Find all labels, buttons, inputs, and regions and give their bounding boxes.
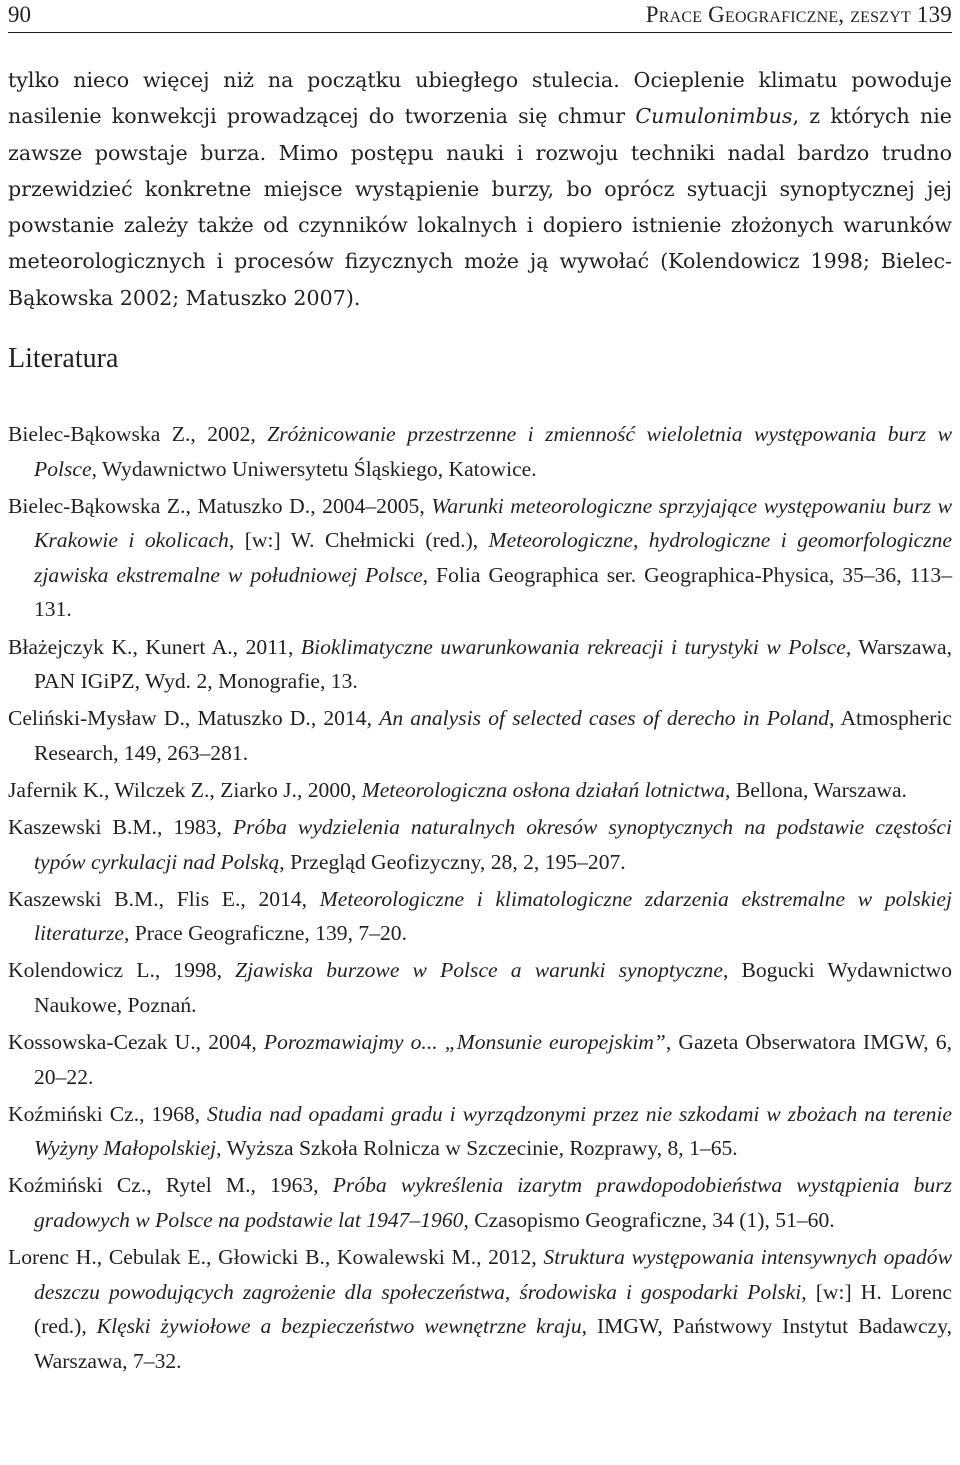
reference-details: , Wydawnictwo Uniwersytetu Śląskiego, Katowice.	[91, 456, 537, 481]
reference-title: Meteorologiczna osłona działań lotnictwa	[361, 777, 726, 802]
reference-authors: Kolendowicz L.	[8, 958, 155, 983]
reference-details: , Przegląd Geofizyczny, 28, 2, 195–207.	[279, 849, 626, 874]
reference-authors: Kossowska-Cezak U.	[8, 1030, 196, 1055]
page-number: 90	[8, 2, 31, 27]
body-paragraph	[8, 62, 952, 316]
reference-authors: Koźmiński Cz., Rytel M.	[8, 1173, 251, 1198]
reference-item	[8, 1025, 952, 1094]
reference-item	[8, 630, 952, 699]
reference-authors: Bielec-Bąkowska Z., Matuszko D.	[8, 493, 311, 518]
reference-title: Próba wydzielenia naturalnych okresów synoptycznych na podstawie częstości typów cyrkulacji nad Polską	[34, 815, 953, 874]
reference-details: , [w:] H. Lorenc (red.),	[34, 1279, 952, 1339]
reference-authors: Błażejczyk K., Kunert A.	[8, 634, 233, 659]
reference-details: Prace Geograficzne, 139, 7–20.	[129, 921, 407, 946]
reference-authors: Celiński-Mysław D., Matuszko D.	[8, 706, 311, 731]
reference-item	[8, 1168, 952, 1237]
reference-authors: Jafernik K., Wilczek Z., Ziarko J.	[8, 777, 297, 802]
reference-book-title: Meteorologiczne, hydrologiczne i geomorfologiczne zjawiska ekstremalne w południowej Polsce	[34, 528, 952, 587]
reference-authors: Kaszewski B.M.	[8, 815, 157, 840]
reference-publication: , Folia Geographica ser. Geographica-Physica, 35–36, 113–131.	[34, 562, 952, 622]
reference-title: Próba wykreślenia izarytm prawdopodobieństwa wystąpienia burz gradowych w Polsce na podstawie lat 1947–1960	[34, 1173, 953, 1233]
reference-item	[8, 953, 952, 1022]
reference-publication: , IMGW, Państwowy Instytut Badawczy, Warszawa, 7–32.	[34, 1314, 952, 1373]
cumulonimbus-term: Cumulonimbus	[635, 104, 793, 129]
reference-title: Bioklimatyczne uwarunkowania rekreacji i turystyki w Polsce	[300, 634, 846, 659]
reference-year: , 1968,	[139, 1101, 208, 1126]
paragraph-text: tylko nieco więcej niż na początku ubiegłego stulecia. Ocieplenie klimatu powoduje nasilenie konwekcji prowadzącej do tworzenia się chmur	[8, 68, 952, 129]
reference-details: , Bellona, Warszawa.	[725, 777, 907, 802]
reference-year: , 2000,	[296, 777, 362, 802]
reference-item	[8, 773, 952, 808]
reference-year: , 2012,	[476, 1245, 544, 1270]
reference-title: Studia nad opadami gradu i wyrządzonymi przez nie szkodami w zbożach na terenie Wyżyny Małopolskiej	[34, 1101, 952, 1161]
reference-item	[8, 417, 952, 486]
reference-year: , 1998,	[154, 958, 236, 983]
reference-year: , 2011,	[232, 634, 301, 659]
reference-item	[8, 701, 952, 770]
reference-year: , 2004–2005,	[310, 493, 432, 518]
paragraph-text: , z których nie zawsze powstaje burza. Mimo postępu nauki i rozwoju techniki nadal bardzo trudno przewidzieć konkretne miejsce wystąpienie burzy, bo oprócz sytuacji synoptycznej jej powstanie zależy także od czynników lokalnych i dopiero istnienie złożonych warunków meteorologicznych i procesów fizycznych może ją wywołać (Kolendowicz 1998; Bielec-Bąkowska 2002; Matuszko 2007).	[8, 104, 952, 310]
page-header	[8, 0, 952, 33]
reference-item	[8, 810, 952, 879]
reference-year: , 1983,	[156, 815, 233, 840]
reference-authors: Kaszewski B.M., Flis E.	[8, 886, 241, 911]
reference-authors: Lorenc H., Cebulak E., Głowicki B., Kowalewski M.	[8, 1245, 477, 1270]
reference-title: Meteorologiczne i klimatologiczne zdarzenia ekstremalne w polskiej literaturze,	[34, 886, 953, 946]
reference-details: , Gazeta Obserwatora IMGW, 6, 20–22.	[34, 1030, 952, 1089]
reference-title: Porozmawiajmy o... „Monsunie europejskim”	[263, 1030, 666, 1055]
reference-year: , 2004,	[195, 1030, 264, 1055]
reference-details: , Atmospheric Research, 149, 263–281.	[34, 706, 952, 765]
reference-authors: Koźmiński Cz.	[8, 1101, 140, 1126]
reference-item	[8, 489, 952, 627]
reference-details: , [w:] W. Chełmicki (red.),	[228, 528, 489, 553]
reference-item	[8, 1240, 952, 1378]
reference-details: , Bogucki Wydawnictwo Naukowe, Poznań.	[34, 958, 953, 1017]
journal-running-head: Prace Geograficzne, zeszyt 139	[645, 2, 952, 27]
reference-details: , Czasopismo Geograficzne, 34 (1), 51–60.	[463, 1208, 835, 1233]
reference-item	[8, 882, 952, 951]
reference-authors: Bielec-Bąkowska Z.	[8, 422, 191, 446]
reference-title: Zróżnicowanie przestrzenne i zmienność wieloletnia występowania burz w Polsce	[34, 422, 953, 481]
reference-year: , 2014,	[310, 706, 380, 731]
reference-title: An analysis of selected cases of derecho in Poland	[379, 706, 830, 731]
reference-book-title: Klęski żywiołowe a bezpieczeństwo wewnętrzne kraju	[96, 1314, 582, 1339]
reference-details: , Wyższa Szkoła Rolnicza w Szczecinie, Rozprawy, 8, 1–65.	[216, 1136, 738, 1161]
reference-title: Warunki meteorologiczne sprzyjające występowaniu burz w Krakowie i okolicach	[34, 493, 953, 553]
reference-title: Struktura występowania intensywnych opadów deszczu powodujących zagrożenie dla społeczeństwa, środowiska i gospodarki Polski	[34, 1245, 952, 1304]
reference-year: , 2014,	[240, 886, 320, 911]
reference-item	[8, 1097, 952, 1166]
reference-list	[8, 417, 952, 1381]
reference-year: , 2002,	[190, 422, 268, 446]
reference-title: Zjawiska burzowe w Polsce a warunki synoptyczne	[235, 958, 723, 983]
literatura-heading: Literatura	[8, 343, 119, 374]
reference-year: , 1963,	[250, 1173, 333, 1198]
reference-details: , Warszawa, PAN IGiPZ, Wyd. 2, Monografie, 13.	[34, 634, 952, 694]
